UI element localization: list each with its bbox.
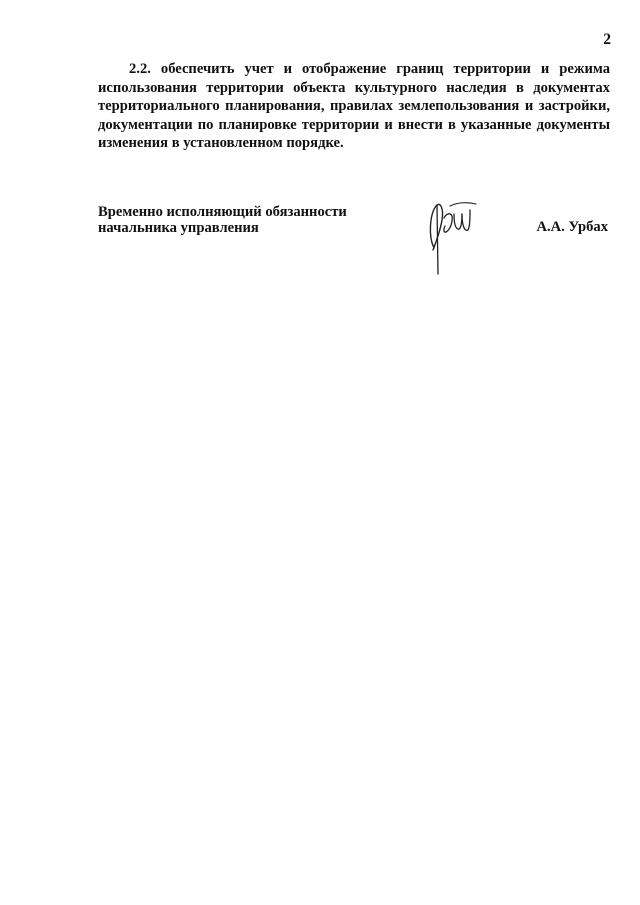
page-number: 2 xyxy=(603,31,611,48)
clause-number: 2.2. xyxy=(129,61,151,77)
signature-block xyxy=(98,204,610,284)
clause-text: обеспечить учет и отображение границ территории и режима использования территории объекта культурного наследия в документах территориального планирования, правилах землепользования и застройки, документации по планировке территории и внести в указанные документы изменения в установленном порядке. xyxy=(98,61,610,152)
signatory-title-line2: начальника управления xyxy=(98,220,259,236)
handwritten-signature xyxy=(420,196,480,276)
signatory-title-line1: Временно исполняющий обязанности xyxy=(98,204,347,220)
signatory-title xyxy=(98,204,347,236)
signatory-name: А.А. Урбах xyxy=(536,219,608,235)
clause-paragraph xyxy=(98,60,610,153)
